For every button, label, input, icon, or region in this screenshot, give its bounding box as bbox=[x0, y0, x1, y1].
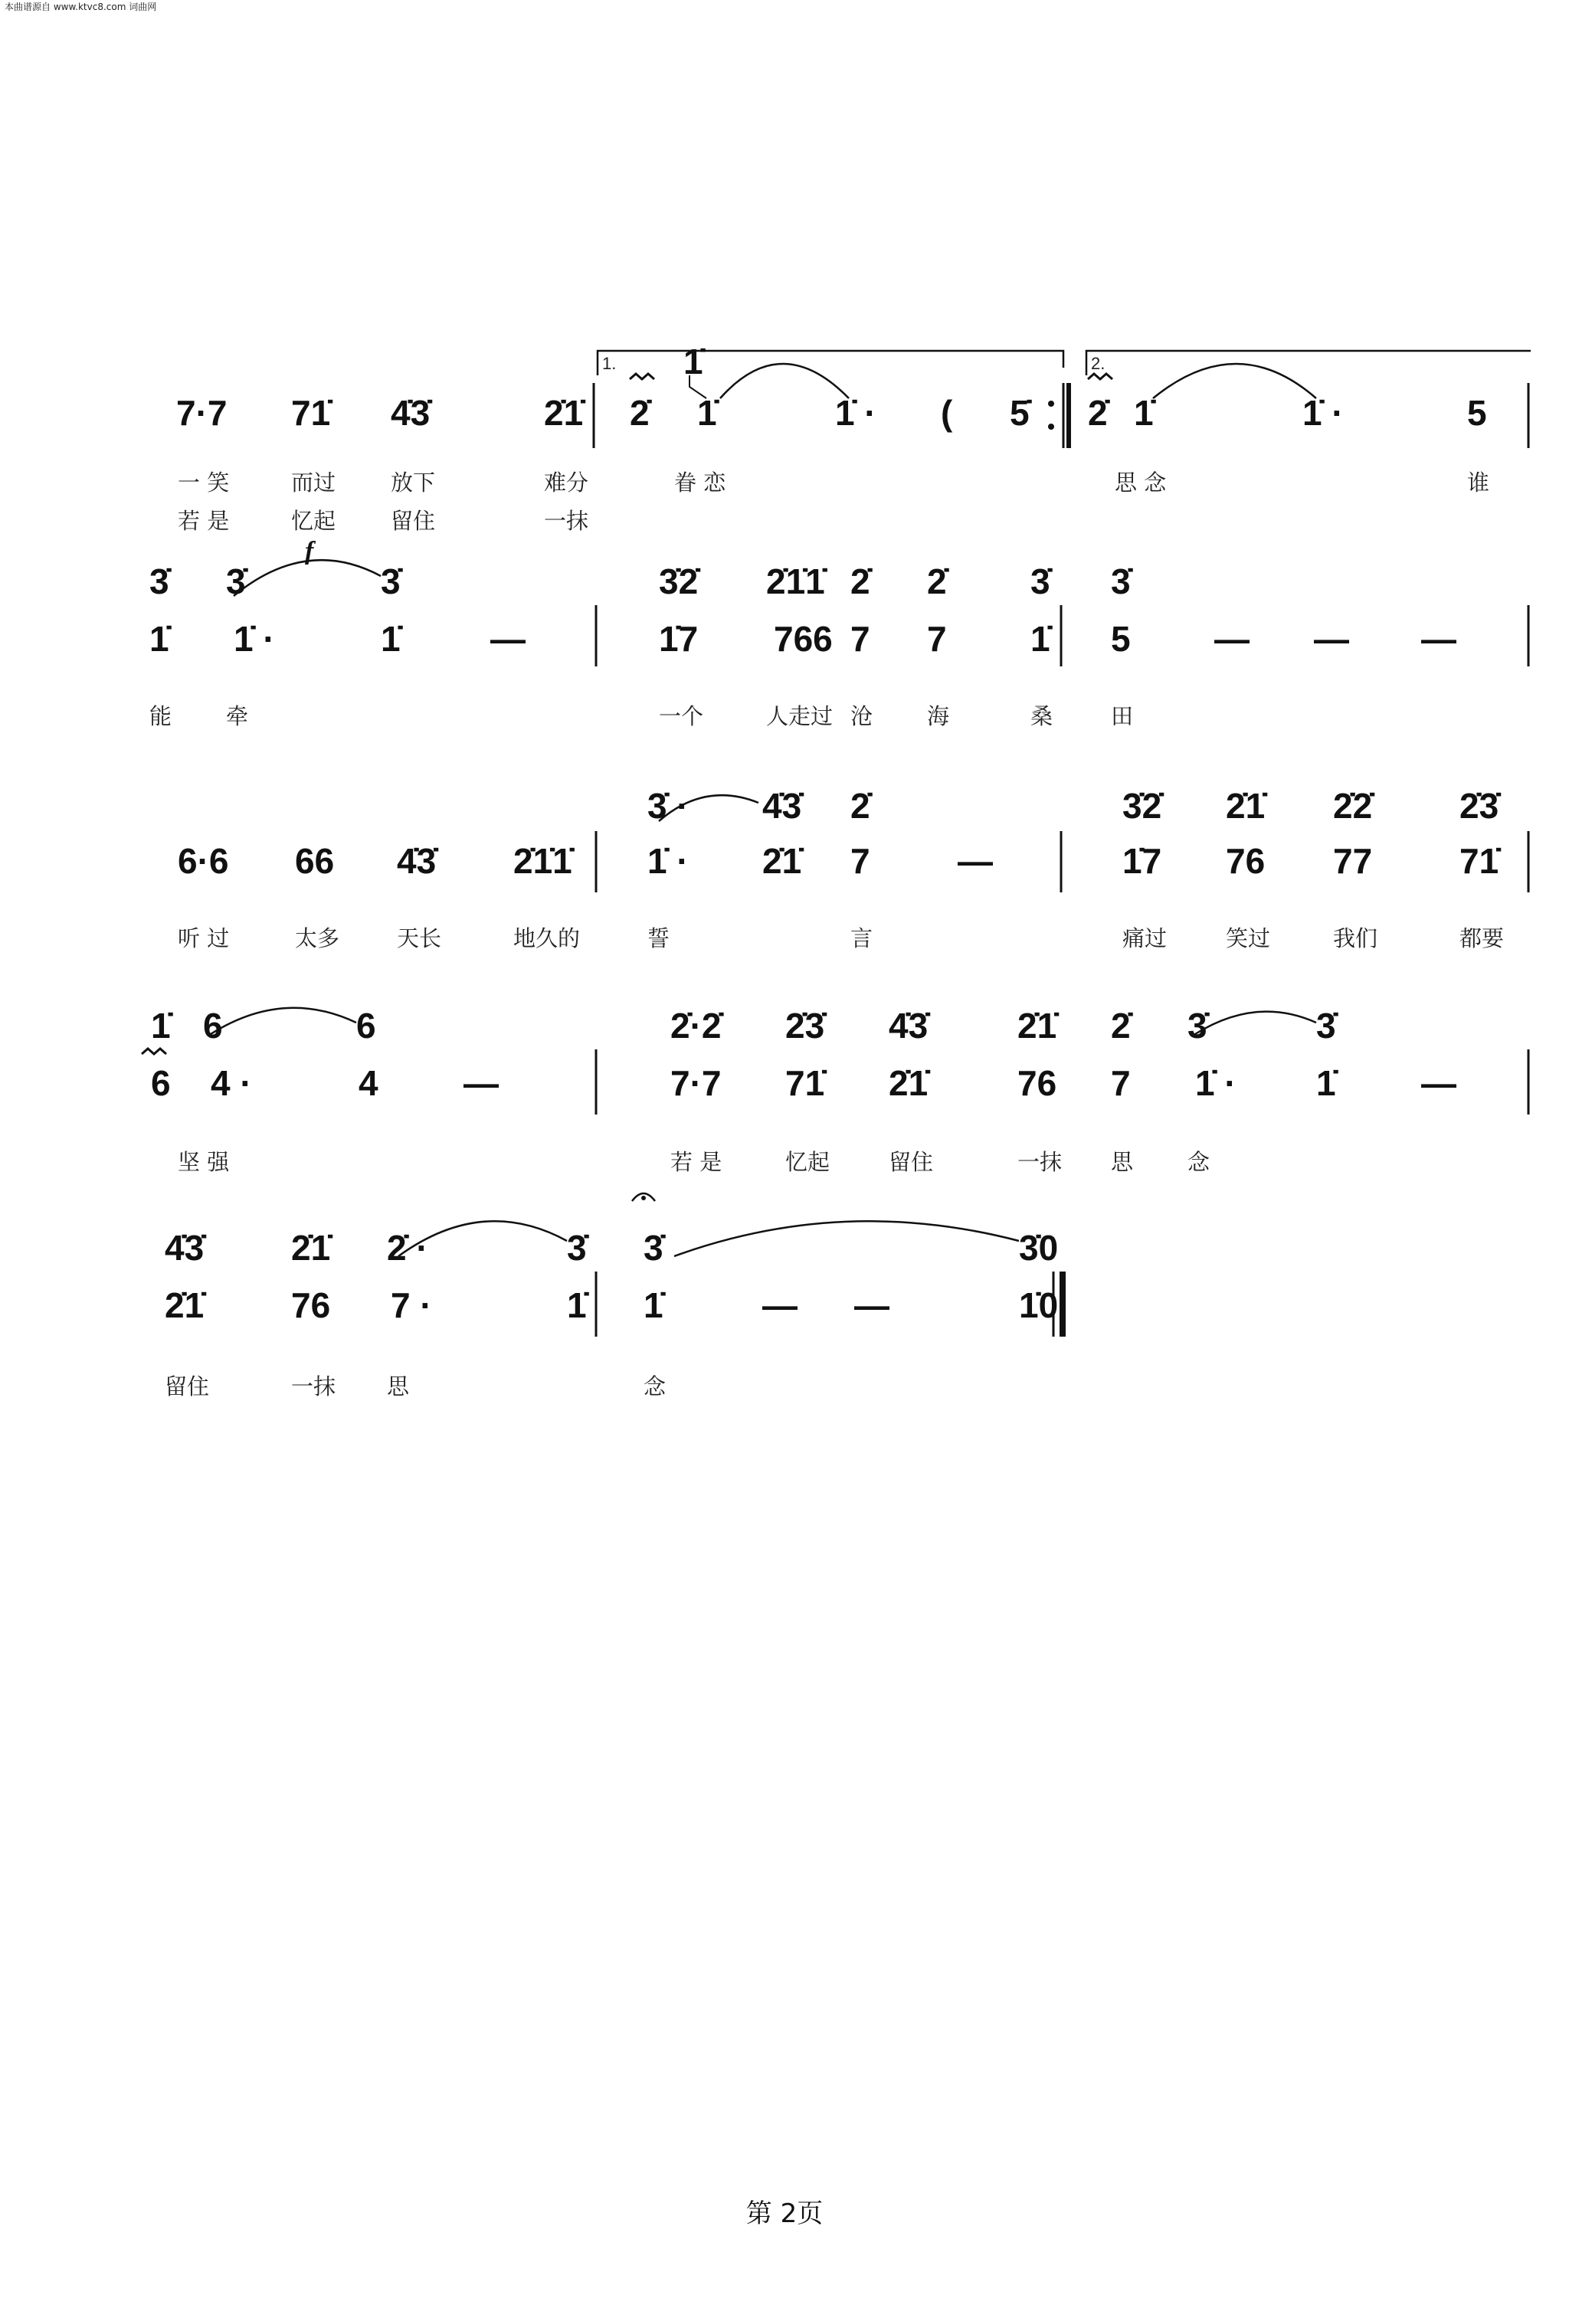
note: 71̇ bbox=[291, 393, 331, 433]
lyric: 桑 bbox=[1030, 703, 1053, 729]
note: 77 bbox=[1333, 841, 1373, 881]
note: 2̇1̇1̇ bbox=[513, 841, 572, 881]
upper-voice-note: 3̇2̇ bbox=[659, 561, 699, 601]
note: 71̇ bbox=[785, 1063, 825, 1103]
upper-voice-note: 3̇ bbox=[149, 561, 169, 601]
note: 4̇3̇ bbox=[391, 393, 431, 433]
upper-voice-note: 2̇1̇ bbox=[291, 1228, 331, 1268]
lyric: 田 bbox=[1111, 703, 1134, 729]
upper-voice-note: 3̇ bbox=[1316, 1006, 1336, 1046]
lyric: 思 bbox=[387, 1373, 410, 1399]
lyric: 思 念 bbox=[1115, 470, 1167, 496]
source-watermark: 本曲谱源自 www.ktvc8.com 词曲网 bbox=[5, 2, 157, 12]
page-number: 第 2页 bbox=[745, 2198, 824, 2229]
note: 2̇ bbox=[630, 393, 650, 433]
lyric: 念 bbox=[644, 1373, 667, 1399]
upper-voice-note: 3̇ bbox=[1030, 561, 1050, 601]
lyric: 一抹 bbox=[544, 508, 589, 534]
repeat-dot bbox=[1048, 401, 1054, 407]
lyric: 一个 bbox=[659, 703, 704, 729]
note: 1̇ · bbox=[234, 619, 275, 659]
upper-voice-note: 3̇ bbox=[1111, 561, 1131, 601]
slur bbox=[720, 364, 849, 398]
dynamic-forte: f bbox=[305, 537, 314, 565]
note: 6·6 bbox=[178, 841, 229, 881]
slur bbox=[1153, 364, 1316, 398]
upper-voice-note: 6 bbox=[203, 1006, 223, 1046]
upper-voice-note: 4̇3̇ bbox=[889, 1006, 929, 1046]
note: 1̇ bbox=[149, 619, 169, 659]
note: 7 bbox=[850, 841, 870, 881]
repeat-dot bbox=[1048, 424, 1054, 430]
note: 4 · bbox=[211, 1063, 252, 1103]
note: — bbox=[490, 619, 526, 659]
lyric: 而过 bbox=[291, 470, 336, 496]
upper-voice-note: 3̇ bbox=[226, 561, 246, 601]
volta-bracket-first bbox=[598, 351, 1063, 375]
lyric: 誓 bbox=[647, 925, 670, 951]
note: 1̇ bbox=[644, 1285, 663, 1325]
lyric: 忆起 bbox=[785, 1149, 830, 1175]
upper-voice-note: 2̇ bbox=[927, 561, 947, 601]
note: — bbox=[762, 1285, 798, 1325]
note: — bbox=[1421, 1063, 1456, 1103]
upper-voice-note: 1̇ bbox=[151, 1006, 171, 1046]
mordent-mark bbox=[1088, 374, 1112, 379]
note: 1̇ bbox=[567, 1285, 587, 1325]
slur bbox=[1195, 1012, 1316, 1034]
note: ( bbox=[941, 393, 953, 433]
note: 71̇ bbox=[1459, 841, 1499, 881]
note: 1̇ · bbox=[1195, 1063, 1237, 1103]
note: — bbox=[1314, 619, 1349, 659]
note: 2̇1̇ bbox=[762, 841, 802, 881]
grace-note: 1̇ bbox=[683, 342, 703, 381]
note: 1̇ · bbox=[647, 841, 689, 881]
barlines bbox=[594, 383, 1528, 1337]
note: — bbox=[1214, 619, 1250, 659]
note: 1̇ · bbox=[1302, 393, 1344, 433]
mordent-mark bbox=[142, 1049, 166, 1054]
note: 5̇ bbox=[1010, 393, 1030, 433]
note: 1̇0 bbox=[1019, 1285, 1059, 1325]
note: 76 bbox=[1017, 1063, 1057, 1103]
note: 1̇7 bbox=[1122, 841, 1162, 881]
note: 2̇1̇ bbox=[544, 393, 584, 433]
lyric: 天长 bbox=[397, 925, 442, 951]
note: 7 bbox=[1111, 1063, 1131, 1103]
lyric: 笑过 bbox=[1226, 925, 1271, 951]
note: 2̇1̇ bbox=[889, 1063, 929, 1103]
lyric: 若 是 bbox=[178, 508, 230, 534]
lyric: 人走过 bbox=[766, 703, 834, 729]
upper-voice-note: 2̇ · bbox=[387, 1228, 428, 1268]
note: — bbox=[1421, 619, 1456, 659]
lyric: 思 bbox=[1111, 1149, 1134, 1175]
lyric: 能 bbox=[149, 703, 172, 729]
upper-voice-note: 2̇ bbox=[850, 561, 870, 601]
upper-voice-note: 2̇3̇ bbox=[785, 1006, 825, 1046]
volta-second-label: 2. bbox=[1091, 354, 1106, 373]
note: 1̇ bbox=[1030, 619, 1050, 659]
lyric: 听 过 bbox=[178, 925, 230, 951]
note: 766 bbox=[774, 619, 833, 659]
note: 6 bbox=[151, 1063, 171, 1103]
lyric: 牵 bbox=[226, 703, 249, 729]
lyric: 坚 强 bbox=[178, 1149, 230, 1175]
lyric: 留住 bbox=[165, 1373, 210, 1399]
upper-voice-note: 6 bbox=[356, 1006, 376, 1046]
lyric: 我们 bbox=[1333, 925, 1378, 951]
slur bbox=[234, 560, 381, 596]
fermata-mark bbox=[632, 1193, 655, 1201]
upper-voice-note: 3̇ bbox=[644, 1228, 663, 1268]
lyric: 留住 bbox=[391, 508, 436, 534]
note: 4 bbox=[359, 1063, 378, 1103]
lyric: 一抹 bbox=[291, 1373, 336, 1399]
upper-voice-note: 2̇3̇ bbox=[1459, 786, 1499, 826]
upper-voice-note: 4̇3̇ bbox=[762, 786, 802, 826]
note: 2̇ bbox=[1088, 393, 1108, 433]
lyric: 放下 bbox=[391, 470, 436, 496]
upper-voice-note: 2̇ bbox=[1111, 1006, 1131, 1046]
notes-layer bbox=[149, 393, 1504, 1399]
upper-voice-note: 2̇1̇1̇ bbox=[766, 561, 825, 601]
upper-voice-note: 2̇·2̇ bbox=[670, 1006, 722, 1046]
note: 1̇ bbox=[1316, 1063, 1336, 1103]
lyric: 难分 bbox=[544, 470, 589, 496]
note: 4̇3̇ bbox=[397, 841, 437, 881]
lyric: 念 bbox=[1187, 1149, 1210, 1175]
upper-voice-note: 3̇2̇ bbox=[1122, 786, 1162, 826]
note: 2̇1̇ bbox=[165, 1285, 205, 1325]
upper-voice-note: 2̇1̇ bbox=[1017, 1006, 1057, 1046]
note: 7 bbox=[927, 619, 947, 659]
upper-voice-note: 3̇0 bbox=[1019, 1228, 1059, 1268]
lyric: 太多 bbox=[295, 925, 340, 951]
lyric: 都要 bbox=[1459, 925, 1505, 951]
note: 1̇ bbox=[697, 393, 717, 433]
note: — bbox=[854, 1285, 889, 1325]
note: 76 bbox=[1226, 841, 1266, 881]
mordent-mark bbox=[630, 374, 654, 379]
upper-voice-note: 2̇1̇ bbox=[1226, 786, 1266, 826]
note: 5 bbox=[1467, 393, 1487, 433]
lyric: 一 笑 bbox=[178, 470, 230, 496]
note: 66 bbox=[295, 841, 335, 881]
volta-brackets bbox=[598, 351, 1531, 375]
upper-voice-note: 3̇ bbox=[567, 1228, 587, 1268]
lyric: 谁 bbox=[1467, 470, 1490, 496]
lyric: 一抹 bbox=[1017, 1149, 1063, 1175]
slur bbox=[211, 1008, 356, 1034]
lyric: 地久的 bbox=[513, 925, 581, 951]
note: 1̇ bbox=[381, 619, 401, 659]
upper-voice-note: 2̇ bbox=[850, 786, 870, 826]
lyric: 眷 恋 bbox=[674, 470, 726, 496]
note: — bbox=[958, 841, 993, 881]
upper-voice-note: 3̇ bbox=[1187, 1006, 1207, 1046]
note: 7·7 bbox=[670, 1063, 722, 1103]
lyric: 言 bbox=[850, 925, 873, 951]
slur bbox=[674, 1221, 1019, 1256]
volta-bracket-second bbox=[1086, 351, 1531, 375]
note: 7 bbox=[850, 619, 870, 659]
upper-voice-note: 2̇2̇ bbox=[1333, 786, 1373, 826]
upper-voice-note: 3̇ · bbox=[647, 786, 689, 826]
note: 1̇ bbox=[1134, 393, 1154, 433]
note: 7·7 bbox=[176, 393, 228, 433]
note: 7 · bbox=[391, 1285, 432, 1325]
note: 76 bbox=[291, 1285, 331, 1325]
upper-voice-note: 4̇3̇ bbox=[165, 1228, 205, 1268]
note: 1̇ · bbox=[835, 393, 876, 433]
lyric: 沧 bbox=[850, 703, 873, 729]
upper-voice-note: 3̇ bbox=[381, 561, 401, 601]
lyric: 海 bbox=[927, 703, 950, 729]
lyric: 痛过 bbox=[1122, 925, 1168, 951]
lyric: 留住 bbox=[889, 1149, 934, 1175]
lyric: 忆起 bbox=[291, 508, 336, 534]
note: 5 bbox=[1111, 619, 1131, 659]
note: 1̇7 bbox=[659, 619, 699, 659]
lyric: 若 是 bbox=[670, 1149, 722, 1175]
volta-first-label: 1. bbox=[602, 354, 617, 373]
note: — bbox=[463, 1063, 499, 1103]
